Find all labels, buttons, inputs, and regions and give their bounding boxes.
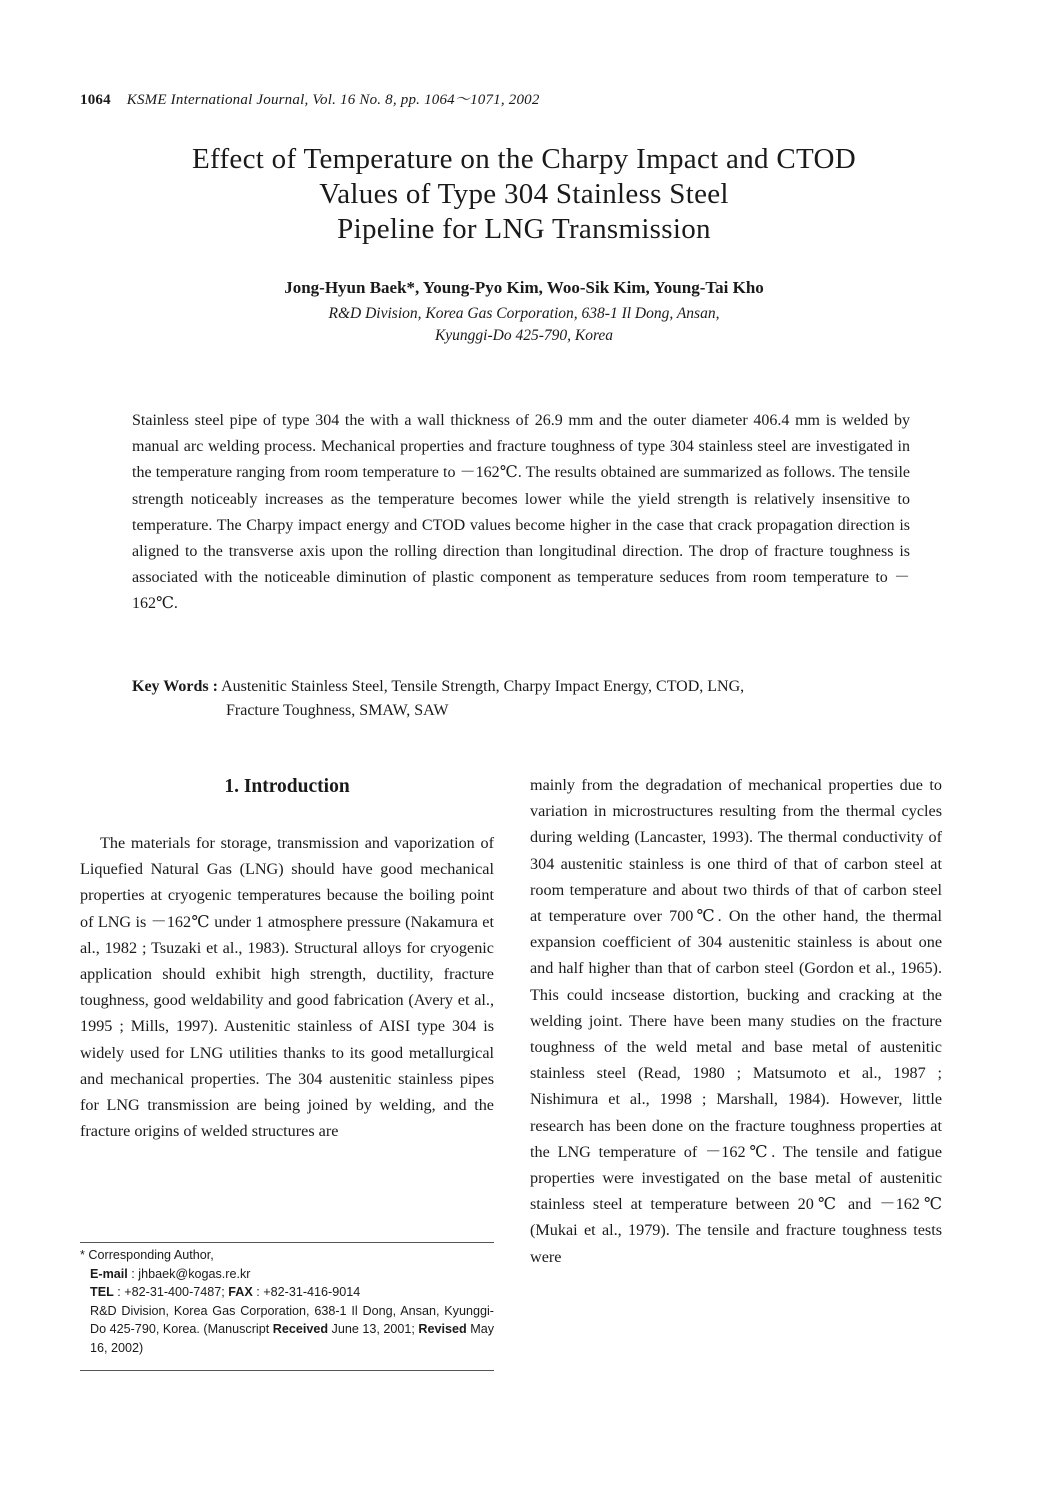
revised-date: May 16, 2002) bbox=[90, 1322, 495, 1355]
title-line: Pipeline for LNG Transmission bbox=[337, 213, 711, 245]
received-label: Received bbox=[272, 1322, 329, 1336]
footnote bbox=[80, 1246, 494, 1357]
paper-title bbox=[0, 142, 1048, 247]
email-value: : jhbaek@kogas.re.kr bbox=[127, 1266, 251, 1281]
phone-line bbox=[80, 1283, 494, 1302]
title-line: Values of Type 304 Stainless Steel bbox=[319, 178, 729, 210]
email-label: E-mail bbox=[90, 1266, 128, 1281]
title-line: Effect of Temperature on the Charpy Impact and CTOD bbox=[192, 143, 856, 175]
section-heading: 1. Introduction bbox=[224, 776, 350, 797]
received-date: June 13, 2001; bbox=[328, 1322, 419, 1336]
email-line bbox=[80, 1265, 494, 1284]
right-column bbox=[530, 772, 942, 1270]
address-value: R&D Division, Korea Gas Corporation, 638-1 Il Dong, Ansan, Kyunggi-Do 425-790, Korea. (Manuscript bbox=[90, 1303, 494, 1336]
body-paragraph: mainly from the degradation of mechanical properties due to variation in microstructures resulting from the thermal cycles during welding (Lancaster, 1993). The thermal conductivity of 304 austenitic stainless is one third of that of carbon steel at room temperature and about two thirds of that of carbon steel at temperature over 700℃. On the other hand, the thermal expansion coefficient of 304 austenitic stainless is about one and half higher than that of carbon steel (Gordon et al., 1965). This could incsease distortion, bucking and cracking at the welding joint. There have been many studies on the fracture toughness of the weld metal and base metal of austenitic stainless steel (Read, 1980 ; Matsumoto et al., 1987 ; Nishimura et al., 1998 ; Marshall, 1984). However, little research has been done on the fracture toughness properties at the LNG temperature of －162℃. The tensile and fatigue properties were investigated on the base metal of austenitic stainless steel at temperature between 20℃ and －162℃ (Mukai et al., 1979). The tensile and fracture toughness tests were bbox=[530, 776, 942, 1266]
journal-citation: KSME International Journal, Vol. 16 No. 8, pp. 1064～1071, 2002 bbox=[126, 92, 540, 108]
address-line bbox=[80, 1302, 494, 1358]
revised-label: Revised bbox=[418, 1322, 467, 1336]
author-list: Jong-Hyun Baek*, Young-Pyo Kim, Woo-Sik Kim, Young-Tai Kho bbox=[284, 278, 764, 297]
keywords-line: Austenitic Stainless Steel, Tensile Strength, Charpy Impact Energy, CTOD, LNG, bbox=[221, 678, 745, 695]
keywords-label: Key Words : bbox=[132, 678, 218, 695]
affiliation-line: R&D Division, Korea Gas Corporation, 638-1 Il Dong, Ansan, bbox=[328, 305, 720, 322]
tel-value: : +82-31-400-7487; bbox=[113, 1285, 229, 1299]
affiliation-line: Kyunggi-Do 425-790, Korea bbox=[434, 327, 614, 344]
fax-label: FAX bbox=[228, 1285, 253, 1299]
running-head bbox=[80, 88, 540, 109]
tel-label: TEL bbox=[90, 1285, 114, 1299]
page-number: 1064 bbox=[80, 92, 111, 108]
abstract: Stainless steel pipe of type 304 the with a wall thickness of 26.9 mm and the outer diameter 406.4 mm is welded by manual arc welding process. Mechanical properties and fracture toughness of type 304 stainless steel are investigated in the temperature ranging from room temperature to －162℃. The results obtained are summarized as follows. The tensile strength noticeably increases as the temperature becomes lower while the yield strength is relatively insensitive to temperature. The Charpy impact energy and CTOD values become higher in the case that crack propagation direction is aligned to the transverse axis upon the rolling direction than longitudinal direction. The drop of fracture toughness is associated with the noticeable diminution of plastic component as temperature seduces from room temperature to －162℃. bbox=[132, 412, 911, 613]
keywords bbox=[132, 675, 922, 723]
affiliation bbox=[0, 303, 1048, 347]
left-column bbox=[80, 830, 494, 1144]
fax-value: : +82-31-416-9014 bbox=[252, 1285, 361, 1299]
footnote-bottom-rule bbox=[80, 1370, 494, 1371]
footnote-divider bbox=[80, 1242, 494, 1243]
corresponding-author-note: * Corresponding Author, bbox=[80, 1248, 214, 1262]
keywords-line: Fracture Toughness, SMAW, SAW bbox=[226, 702, 449, 719]
body-paragraph: The materials for storage, transmission and vaporization of Liquefied Natural Gas (LNG) should have good mechanical properties at cryogenic temperatures because the boiling point of LNG is －162℃ under 1 atmosphere pressure (Nakamura et al., 1982 ; Tsuzaki et al., 1983). Structural alloys for cryogenic application should exhibit high strength, ductility, fracture toughness, good weldability and good fabrication (Avery et al., 1995 ; Mills, 1997). Austenitic stainless of AISI type 304 is widely used for LNG utilities thanks to its good metallurgical and mechanical properties. The 304 austenitic stainless pipes for LNG transmission are being joined by welding, and the fracture origins of welded structures are bbox=[80, 834, 494, 1141]
